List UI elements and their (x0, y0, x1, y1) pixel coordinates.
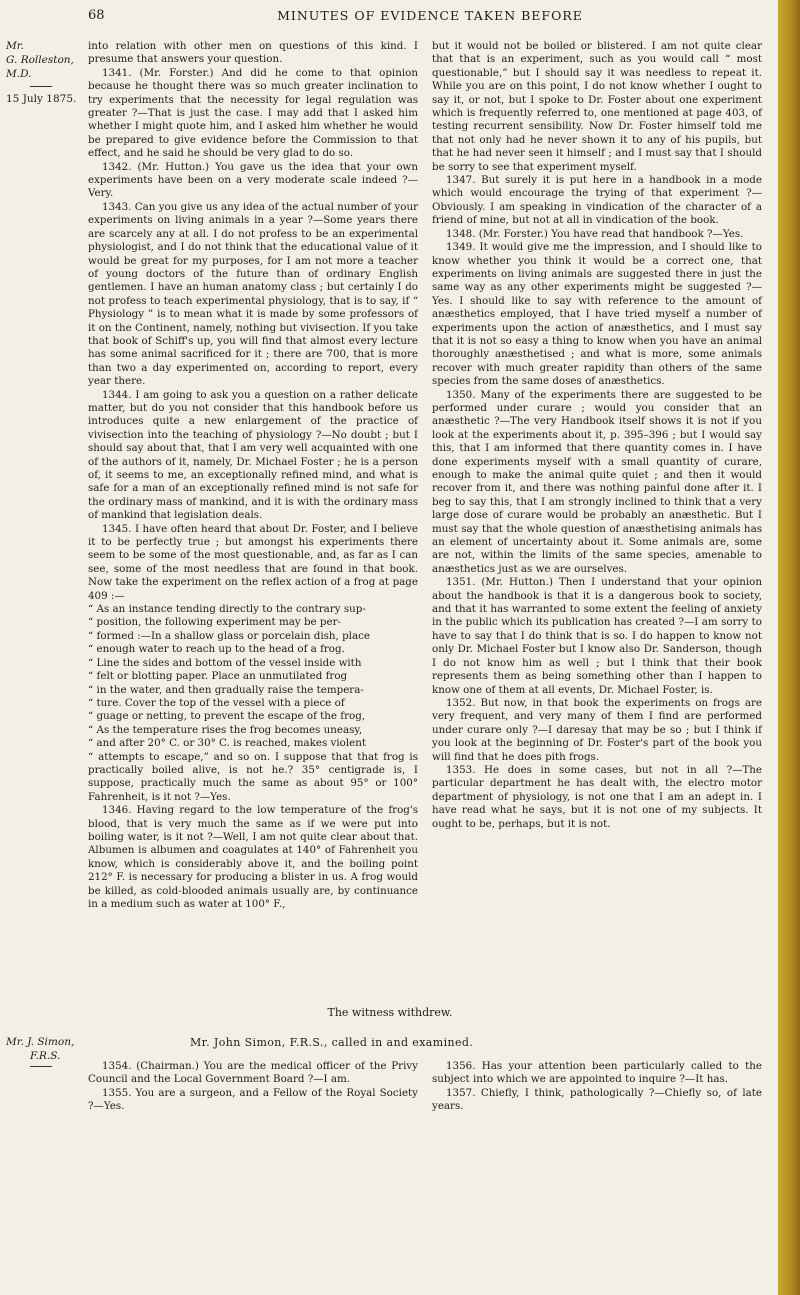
quote-line: “ guage or netting, to prevent the escape of the frog, (88, 710, 366, 723)
paragraph: 1341. (Mr. Forster.) And did he come to that opinion because he thought there was so much greater inclination to try experiments that the necessity for legal regulation was greater ?—That is just the case. I may add that I asked him whether I might quote him, and I asked him whether he would be prepared to give evidence before the Commission to that effect, and he said he should be very glad to do so. (88, 66, 418, 160)
margin-rule (30, 86, 52, 87)
margin-speaker-name: Mr. (6, 40, 24, 52)
margin-rule (30, 1066, 52, 1067)
paragraph: 1355. You are a surgeon, and a Fellow of the Royal Society ?—Yes. (88, 1086, 418, 1113)
quote-line: “ felt or blotting paper. Place an unmutilated frog (88, 670, 348, 683)
paragraph: 1349. It would give me the impression, and I should like to know whether you think it would be a correct one, that experiments on living animals are suggested there in just the same way as any other experiments might be suggested ?—Yes. I should like to say with reference to the amount of anæsthetics employed, that I have tried myself a number of experiments upon the action of anæsthetics, and I must say that it is not so easy a thing to know when you have an animal thoroughly anæsthetised ; and what is more, some animals recover with much greater rapidity than others of the same species from the same doses of anæsthetics. (432, 241, 762, 388)
paragraph: 1346. Having regard to the low temperature of the frog's blood, that is very much the same as if we were put into boiling water, is it not ?—Well, I am not quite clear about that. Albumen is albumen and coagulates at 140° of Fahrenheit you know, which is considerably above it, and the boiling point 212° F. is necessary for producing a blister in us. A frog would be killed, as cold-blooded animals usually are, by continuance in a medium such as water at 100° F., (88, 804, 418, 910)
quote-line: “ enough water to reach up to the head of a frog. (88, 643, 345, 656)
paragraph: “ attempts to escape,” and so on. I suppose that that frog is practically boiled alive, is not he.? 35° centigrade is, I suppose, practically much the same as about 95° or 100° Fahrenheit, is it not ?—Yes. (88, 750, 418, 803)
witness-withdrew: The witness withdrew. (327, 1006, 453, 1019)
running-head: MINUTES OF EVIDENCE TAKEN BEFORE (277, 8, 583, 23)
paragraph: 1357. Chiefly, I think, pathologically ?—Chiefly so, of late years. (432, 1086, 762, 1113)
paragraph: into relation with other men on questions of this kind. I presume that answers your question. (88, 40, 418, 66)
paragraph: 1347. But surely it is put here in a handbook in a mode which would encourage the trying of that experiment ?—Obviously. I am speaking in vindication of the character of a friend of mine, but not at all in vindication of the book. (432, 174, 762, 227)
bottom-left-column (88, 1060, 418, 1114)
quote-line: “ As the temperature rises the frog becomes uneasy, (88, 723, 363, 736)
margin-speaker-name: G. Rolleston, (6, 54, 74, 66)
paragraph: 1351. (Mr. Hutton.) Then I understand that your opinion about the handbook is that it is a dangerous book to society, and that it has warranted to some extent the feeling of anxiety in the public which its publication has created ?—I am sorry to have to say that I do think that is so. I do happen to know not only Dr. Michael Foster but I know also Dr. Sanderson, though I do not know him as well ; but I think that their book represents them as being something other than I happen to know one of them at all events, Dr. Michael Foster, is. (432, 576, 762, 696)
quote-line: “ As an instance tending directly to the contrary sup- (88, 603, 366, 616)
paragraph: 1354. (Chairman.) You are the medical officer of the Privy Council and the Local Government Board ?—I am. (88, 1060, 418, 1086)
quote-line: “ formed :—In a shallow glass or porcelain dish, place (88, 629, 370, 642)
left-column (88, 40, 418, 911)
quote-line: “ ture. Cover the top of the vessel with a piece of (88, 696, 345, 709)
margin-witness-title: F.R.S. (30, 1050, 61, 1062)
paragraph: 1344. I am going to ask you a question on a rather delicate matter, but do you not consider that this handbook before us introduces quite a new enlargement of the practice of vivisection into the teaching of physiology ?—No doubt ; but I should say about that, that I am very well acquainted with one of the authors of it, namely, Dr. Michael Foster ; he is a person of, it seems to me, an exceptionally refined mind, and what is safe for a man of an exceptionally refined mind is not safe for the ordinary mass of mankind, and it is with the ordinary mass of mankind that legislation deals. (88, 388, 418, 522)
paragraph: 1348. (Mr. Forster.) You have read that handbook ?—Yes. (446, 227, 744, 240)
paragraph: 1352. But now, in that book the experiments on frogs are very frequent, and very many of them I find are performed under curare only ?—I daresay that may be so ; but I think if you look at the beginning of Dr. Foster's part of the book you will find that he does pith frogs. (432, 696, 762, 763)
page-number: 68 (88, 8, 105, 23)
right-column (432, 40, 762, 831)
paragraph: 1345. I have often heard that about Dr. Foster, and I believe it to be perfectly true ; but amongst his experiments there seem to be some of the most questionable, and, as far as I can see, some of the most needless that are found in that book. Now take the experiment on the reflex action of a frog at page 409 :— (88, 522, 418, 602)
quote-line: “ position, the following experiment may be per- (88, 616, 341, 629)
paragraph: 1343. Can you give us any idea of the actual number of your experiments on living animals in a year ?—Some years there are scarcely any at all. I do not profess to be an experimental physiologist, and I do not think that the educational value of it would be great for my purposes, for I am not more a teacher of young doctors of the future than of ordinary English gentlemen. I have an human anatomy class ; but certainly I do not profess to teach experimental physiology, that is to say, if “ Physiology ” is to mean what it is made by some professors of it on the Continent, namely, nothing but vivisection. If you take that book of Schiff's up, you will find that almost every lecture has some animal sacrificed for it ; there are 700, that is more than two a day experimented on, according to report, every year there. (88, 200, 418, 388)
margin-witness-name: Mr. J. Simon, (6, 1036, 75, 1048)
paragraph: 1353. He does in some cases, but not in all ?—The particular department he has dealt with, the electro motor department of physiology, is not one that I am an adept in. I have read what he says, but it is not one of my subjects. It ought to be, perhaps, but it is not. (432, 763, 762, 830)
quote-line: “ in the water, and then gradually raise the tempera- (88, 683, 364, 696)
page-edge-binding (778, 0, 800, 1295)
margin-date: 15 July 1875. (6, 93, 77, 105)
paragraph: 1350. Many of the experiments there are suggested to be performed under curare ; would you consider that an anæsthetic ?—The very Handbook itself shows it is not if you look at the experiments about it, p. 395–396 ; but I would say this, that I am informed that there quantity comes in. I have done experiments myself with a small quantity of curare, enough to make the animal quite quiet ; and then it would recover from it, and there was nothing painful done after it. I beg to say this, that I am strongly inclined to think that a very large dose of curare would be probably an anæsthetic. But I must say that the whole question of anæsthetising animals has an element of uncertainty about it. Some animals are, some are not, within the limits of the same species, amenable to anæsthetics just as we are ourselves. (432, 388, 762, 575)
witness-heading: Mr. John Simon, F.R.S., called in and examined. (190, 1036, 474, 1049)
bottom-right-column (432, 1060, 762, 1114)
paragraph: 1356. Has your attention been particularly called to the subject into which we are appointed to inquire ?—It has. (432, 1060, 762, 1086)
quote-line: “ and after 20° C. or 30° C. is reached, makes violent (88, 737, 367, 750)
paragraph: but it would not be boiled or blistered. I am not quite clear that that is an experiment, such as you would call “ most questionable,” but I should say it was needless to repeat it. While you are on this point, I do not know whether I ought to say it, or not, but I spoke to Dr. Foster about one experiment which is frequently referred to, one mentioned at page 403, of testing recurrent sensibility. Now Dr. Foster himself told me that not only had he never shown it to any of his pupils, but that he had never seen it himself ; and I must say that I should be sorry to see that experiment myself. (432, 40, 762, 173)
quote-line: “ Line the sides and bottom of the vessel inside with (88, 656, 362, 669)
margin-speaker-degree: M.D. (6, 68, 32, 80)
paragraph: 1342. (Mr. Hutton.) You gave us the idea that your own experiments have been on a very moderate scale indeed ?—Very. (88, 160, 418, 200)
